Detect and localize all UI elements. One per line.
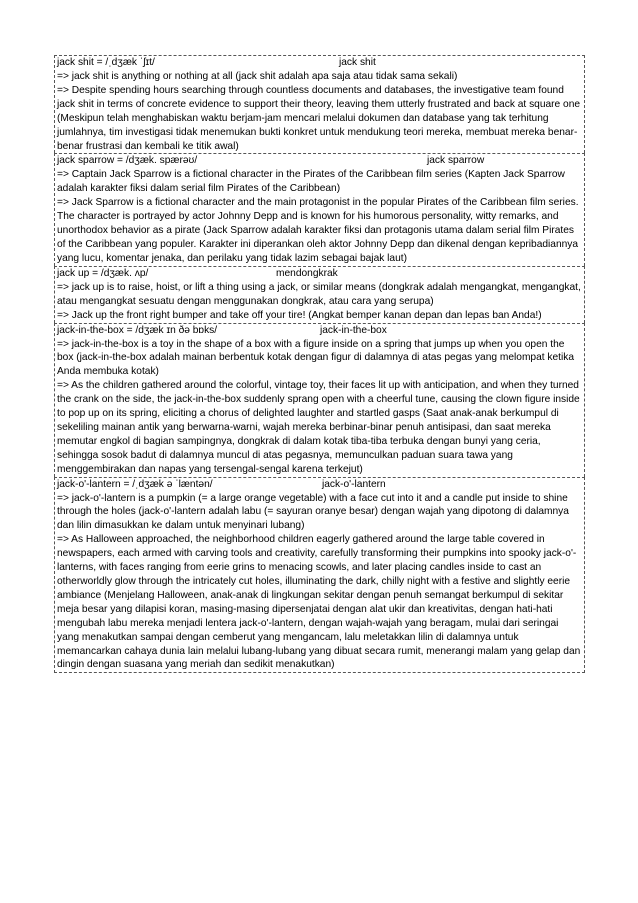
pronunciation: jack shit = /ˌdʒæk ˈʃɪt/ xyxy=(57,57,155,68)
entry-jack-sparrow xyxy=(54,153,585,265)
entry-headline xyxy=(57,478,582,492)
translation: jack shit xyxy=(339,57,376,68)
translation: jack sparrow xyxy=(427,155,485,167)
entry-headline xyxy=(57,56,582,70)
entry-headline xyxy=(57,324,582,338)
entry-jack-in-the-box xyxy=(54,323,585,477)
example: => Jack up the front right bumper and take off your tire! (Angkat bemper kanan depan dan lepas ban Anda!) xyxy=(57,309,542,321)
example: => Jack Sparrow is a fictional character and the main protagonist in the popular Pirates of the Caribbean film series. The character is portrayed by actor Johnny Depp and is known for his humorous personality, witty remarks, and unorthodox behavior as a pirate (Jack Sparrow adalah karakter fiksi dan protagonis utama dalam serial film Pirates of the Caribbean yang populer. Karakter ini diperankan oleh aktor Johnny Depp dan dikenal dengan kepribadiannya yang lucu, komentar jenaka, dan perilaku yang tidak lazim sebagai bajak laut) xyxy=(57,197,579,264)
entry-jack-shit xyxy=(54,55,585,153)
entry-headline xyxy=(57,267,582,281)
entry-jack-up xyxy=(54,266,585,323)
definition: => jack shit is anything or nothing at all (jack shit adalah apa saja atau tidak sama sekali) xyxy=(57,71,458,82)
example: => Despite spending hours searching through countless documents and databases, the investigative team found jack shit in terms of concrete evidence to support their theory, leaving them utterly frustrated and back at square one (Meskipun telah menghabiskan waktu berjam-jam mencari melalui dokumen dan database yang tak terhitung jumlahnya, tim investigasi tidak menemukan bukti konkret untuk mendukung teori mereka, membuat mereka benar-benar frustrasi dan kembali ke titik awal) xyxy=(57,84,581,152)
entry-jack-o-lantern xyxy=(54,477,585,674)
pronunciation: jack up = /dʒæk. ʌp/ xyxy=(57,267,149,279)
translation: jack-o'-lantern xyxy=(322,478,386,490)
translation: mendongkrak xyxy=(276,267,338,279)
pronunciation: jack-o'-lantern = /ˌdʒæk ə ˈlæntən/ xyxy=(57,478,213,490)
dictionary-page xyxy=(54,55,585,673)
pronunciation: jack sparrow = /dʒæk. spærəʊ/ xyxy=(57,155,198,167)
example: => As the children gathered around the colorful, vintage toy, their faces lit up with anticipation, and when they turned the crank on the side, the jack-in-the-box suddenly sprang open with a cheerful tune, causing the clown figure inside to pop up on its spring, eliciting a chorus of delighted laughter and startled gasps (Saat anak-anak berkumpul di sekeliling mainan antik yang berwarna-warni, wajah mereka berbinar-binar penuh antisipasi, dan saat mereka memutar engkol di bagian sampingnya, dongkrak di dalam kotak tiba-tiba terbuka dengan bunyi yang ceria, sehingga sosok badut di dalamnya muncul di atas pegasnya, memunculkan paduan suara tawa yang menggembirakan dan napas yang tersengal-sengal karena terkejut) xyxy=(57,380,580,475)
example: => As Halloween approached, the neighborhood children eagerly gathered around the large table covered in newspapers, each armed with carving tools and creativity, carefully transforming their pumpkins into spooky jack-o'-lanterns, with faces ranging from eerie grins to menacing scowls, and later placing candles inside to cast an otherworldly glow through the intricately cut holes, illuminating the dark, chilly night with a festive and slightly eerie ambiance (Menjelang Halloween, anak-anak di lingkungan sekitar dengan penuh semangat berkumpul di sekitar meja besar yang dilapisi koran, masing-masing dipersenjatai dengan alat ukir dan kreativitas, dengan hati-hati mengubah labu mereka menjadi lentera jack-o'-lantern, dengan wajah-wajah yang beragam, mulai dari seringai yang menakutkan sampai dengan cemberut yang mengancam, lalu meletakkan lilin di dalamnya untuk memancarkan cahaya dunia lain melalui lubang-lubang yang dibuat secara rumit, menerangi malam yang gelap dan dingin dengan suasana yang meriah dan sedikit menakutkan) xyxy=(57,534,581,671)
definition: => jack-in-the-box is a toy in the shape of a box with a figure inside on a spring that jumps up when you open the box (jack-in-the-box adalah mainan berbentuk kotak dengan figur di dalamnya di atas pegas yang melompat ketika Anda membuka kotak) xyxy=(57,338,575,378)
pronunciation: jack-in-the-box = /dʒæk ɪn ðə bɒks/ xyxy=(57,324,218,336)
definition: => jack-o'-lantern is a pumpkin (= a large orange vegetable) with a face cut into it and a candle put inside to shine through the holes (jack-o'-lantern adalah labu (= sayuran oranye besar) dengan wajah yang dipotong di dalamnya dan lilin dimasukkan ke dalam untuk menyinari lubang) xyxy=(57,492,569,532)
entry-headline xyxy=(57,154,582,168)
definition: => jack up is to raise, hoist, or lift a thing using a jack, or similar means (dongkrak adalah mengangkat, mengangkat, atau mengangkat sesuatu dengan menggunakan dongkrak, atau cara yang serupa) xyxy=(57,281,581,307)
translation: jack-in-the-box xyxy=(320,324,387,336)
definition: => Captain Jack Sparrow is a fictional character in the Pirates of the Caribbean film series (Kapten Jack Sparrow adalah karakter fiksi dalam serial film Pirates of the Caribbean) xyxy=(57,169,565,195)
